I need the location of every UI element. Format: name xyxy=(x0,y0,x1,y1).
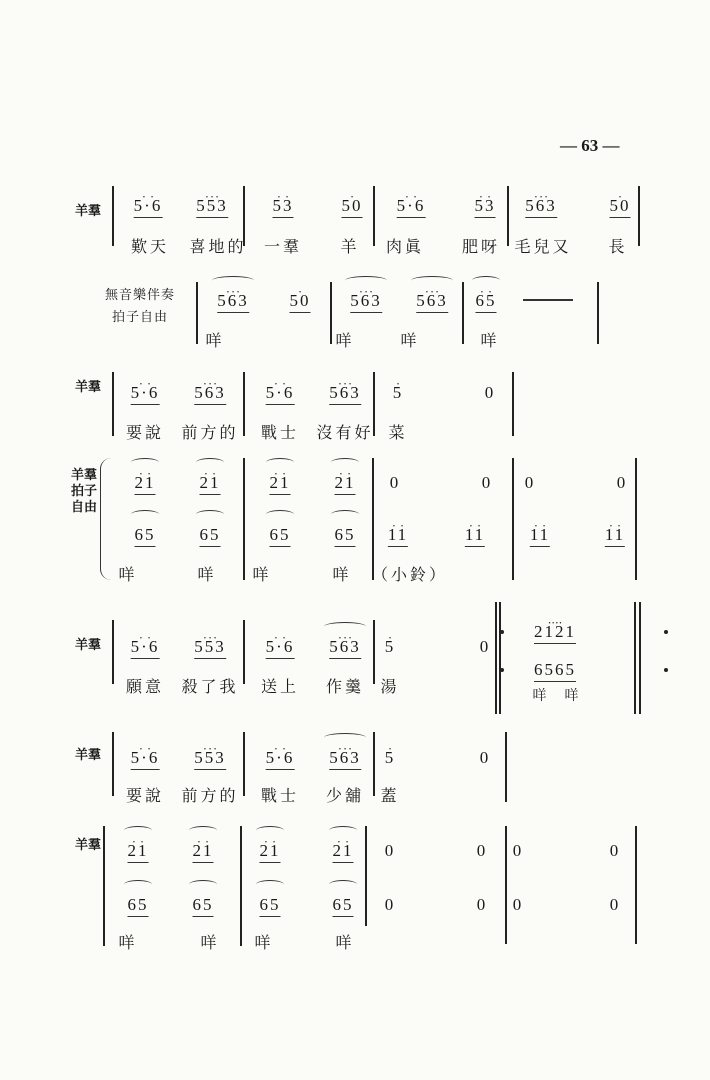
lyric: 咩 xyxy=(332,565,352,584)
note-group: • • 21 xyxy=(135,474,156,495)
lyric: 一羣 xyxy=(263,237,303,256)
note-group: • 5 xyxy=(393,384,404,404)
lyric: 願意 xyxy=(125,677,165,696)
lyric: 送上 xyxy=(260,677,300,696)
repeat-dot xyxy=(500,630,504,634)
page-number: — 63 — xyxy=(560,136,620,155)
lyric: 沒有好 xyxy=(316,423,374,442)
note-group: 65 xyxy=(193,896,214,917)
repeat-barline xyxy=(639,602,641,714)
barline xyxy=(373,186,375,246)
note-group: • 5 xyxy=(385,749,396,769)
barline xyxy=(243,620,245,684)
slur xyxy=(324,733,366,742)
note-group: • • • 553 xyxy=(196,197,228,218)
note-group: 65 xyxy=(270,526,291,547)
part-label: 拍子自由 xyxy=(111,310,169,325)
slur xyxy=(256,880,284,889)
barline xyxy=(635,458,637,580)
barline xyxy=(112,372,114,436)
lyric: 羊 xyxy=(340,237,360,256)
note-group: • • 53 xyxy=(273,197,294,218)
part-label: 無音樂伴奏 xyxy=(104,288,176,303)
note-group: 65 xyxy=(260,896,281,917)
barline xyxy=(373,620,375,684)
repeat-dot xyxy=(664,668,668,672)
note-group: 65 xyxy=(200,526,221,547)
barline xyxy=(112,186,114,246)
lyric: 毛兒又 xyxy=(514,237,572,256)
note-group: • • 65 xyxy=(476,292,497,313)
barline xyxy=(512,458,514,580)
note-group: 0 xyxy=(479,637,491,656)
slur xyxy=(189,880,217,889)
note-group: 0 xyxy=(484,383,496,402)
slur xyxy=(331,510,359,519)
part-label: 羊羣 xyxy=(70,468,98,483)
repeat-barline xyxy=(499,602,501,714)
slur xyxy=(196,458,224,467)
barline xyxy=(330,282,332,344)
note-group: • • 5·6 xyxy=(131,749,160,770)
barline xyxy=(373,732,375,796)
note-group: • • 5·6 xyxy=(131,638,160,659)
lyric: 咩 xyxy=(118,565,138,584)
lyric: 殺了我 xyxy=(181,677,239,696)
note-group: 0 xyxy=(512,841,524,860)
lyric: 咩 xyxy=(200,933,220,952)
note-group: • • 21 xyxy=(335,474,356,495)
barline xyxy=(512,372,514,436)
lyric: 咩 xyxy=(252,565,272,584)
repeat-bottom-notes: 6565 xyxy=(534,661,576,682)
slur xyxy=(411,276,453,285)
part-label: 羊羣 xyxy=(74,638,102,653)
note-group: • • 21 xyxy=(193,842,214,863)
note-group: • • 11 xyxy=(465,526,485,547)
slur xyxy=(266,458,294,467)
barline xyxy=(112,620,114,684)
barline xyxy=(505,826,507,944)
note-group: • • • 553 xyxy=(194,749,226,770)
lyric: 湯 xyxy=(380,677,400,696)
repeat-barline xyxy=(634,602,636,714)
note-group: • • 5·6 xyxy=(266,384,295,405)
slur xyxy=(131,458,159,467)
barline xyxy=(507,186,509,246)
slur xyxy=(124,880,152,889)
lyric: 咩 xyxy=(564,688,582,704)
lyric: 少舖 xyxy=(325,786,365,805)
note-group: • • • 563 xyxy=(217,292,249,313)
note-group: • • • 563 xyxy=(525,197,557,218)
note-group: • • 21 xyxy=(200,474,221,495)
note-group: • • 21 xyxy=(260,842,281,863)
note-group: 65 xyxy=(128,896,149,917)
note-group: • 5 xyxy=(385,638,396,658)
brace xyxy=(100,458,111,580)
lyric: 長 xyxy=(608,237,628,256)
lyric: 咩 xyxy=(335,933,355,952)
part-label: 羊羣 xyxy=(74,838,102,853)
note-group: • • • 563 xyxy=(329,638,361,659)
slur xyxy=(189,826,217,835)
lyric: （小鈴） xyxy=(371,565,449,584)
note-group: • • • 563 xyxy=(194,384,226,405)
lyric: 要說 xyxy=(125,423,165,442)
barline xyxy=(365,826,367,926)
note-group: • • 5·6 xyxy=(131,384,160,405)
lyric: 咩 xyxy=(480,331,500,350)
lyric: 咩 xyxy=(400,331,420,350)
note-group: 0 xyxy=(512,895,524,914)
note-group: • • 53 xyxy=(475,197,496,218)
slur xyxy=(345,276,387,285)
note-group: • 50 xyxy=(610,197,631,218)
lyric: 歎天 xyxy=(130,237,170,256)
barline xyxy=(112,732,114,796)
lyric: 咩 xyxy=(254,933,274,952)
note-group: 0 xyxy=(384,895,396,914)
note-group: • • • 563 xyxy=(350,292,382,313)
part-label: 羊羣 xyxy=(74,748,102,763)
slur xyxy=(212,276,254,285)
barline xyxy=(462,282,464,344)
part-label: 拍子 xyxy=(70,484,98,499)
slur xyxy=(331,458,359,467)
note-group: • • 5·6 xyxy=(266,638,295,659)
note-group: 0 xyxy=(476,841,488,860)
slur xyxy=(196,510,224,519)
lyric: 喜地的 xyxy=(189,237,247,256)
note-group: • • 11 xyxy=(388,526,408,547)
barline xyxy=(505,732,507,802)
note-group: • • 21 xyxy=(128,842,149,863)
note-group: • • 5·6 xyxy=(266,749,295,770)
note-group: • 50 xyxy=(290,292,311,313)
lyric: 咩 xyxy=(335,331,355,350)
note-group: 0 xyxy=(481,473,493,492)
note-group: 0 xyxy=(476,895,488,914)
lyric: 前方的 xyxy=(181,786,239,805)
note-group: 65 xyxy=(135,526,156,547)
part-label: 自由 xyxy=(70,500,98,515)
note-group: • • 5·6 xyxy=(397,197,426,218)
note-group: 0 xyxy=(609,895,621,914)
note-group: • • 5·6 xyxy=(134,197,163,218)
barline xyxy=(638,186,640,246)
note-group: • 50 xyxy=(342,197,363,218)
lyric: 戰士 xyxy=(260,423,300,442)
slur xyxy=(329,826,357,835)
barline xyxy=(103,826,105,946)
lyric: 要說 xyxy=(125,786,165,805)
lyric: 咩 xyxy=(197,565,217,584)
repeat-dot xyxy=(664,630,668,634)
slur xyxy=(324,622,366,631)
lyric: 肥呀 xyxy=(461,237,501,256)
barline xyxy=(243,372,245,436)
note-group: • • • 563 xyxy=(329,384,361,405)
lyric: 咩 xyxy=(532,688,550,704)
note-group: • • 11 xyxy=(530,526,550,547)
barline xyxy=(243,732,245,796)
note-group: 0 xyxy=(524,473,536,492)
slur xyxy=(472,276,500,285)
repeat-dot xyxy=(500,668,504,672)
repeat-top-notes: • • • • 2121 xyxy=(534,623,576,644)
note-group: 0 xyxy=(479,748,491,767)
barline xyxy=(635,826,637,944)
slur xyxy=(329,880,357,889)
lyric: 菜 xyxy=(388,423,408,442)
lyric: 前方的 xyxy=(181,423,239,442)
note-group: 0 xyxy=(384,841,396,860)
repeat-barline xyxy=(495,602,497,714)
note-group: 65 xyxy=(333,896,354,917)
lyric: 咩 xyxy=(205,331,225,350)
barline xyxy=(196,282,198,344)
lyric: 戰士 xyxy=(260,786,300,805)
slur xyxy=(266,510,294,519)
note-group: • • 21 xyxy=(270,474,291,495)
note-group: • • • 563 xyxy=(416,292,448,313)
note-group: 0 xyxy=(616,473,628,492)
note-group: 0 xyxy=(609,841,621,860)
barline xyxy=(597,282,599,344)
part-label: 羊羣 xyxy=(74,380,102,395)
note-group: • • • 553 xyxy=(194,638,226,659)
slur xyxy=(124,826,152,835)
slur xyxy=(131,510,159,519)
lyric: 作羹 xyxy=(325,677,365,696)
note-group: • • 11 xyxy=(605,526,625,547)
lyric: 蓋 xyxy=(380,786,400,805)
note-group: • • • 563 xyxy=(329,749,361,770)
barline xyxy=(240,826,242,946)
lyric: 肉眞 xyxy=(385,237,425,256)
sustain-dash xyxy=(523,299,573,301)
lyric: 咩 xyxy=(118,933,138,952)
part-label: 羊羣 xyxy=(74,204,102,219)
slur xyxy=(256,826,284,835)
barline xyxy=(243,458,245,580)
note-group: 0 xyxy=(389,473,401,492)
note-group: 65 xyxy=(335,526,356,547)
note-group: • • 21 xyxy=(333,842,354,863)
